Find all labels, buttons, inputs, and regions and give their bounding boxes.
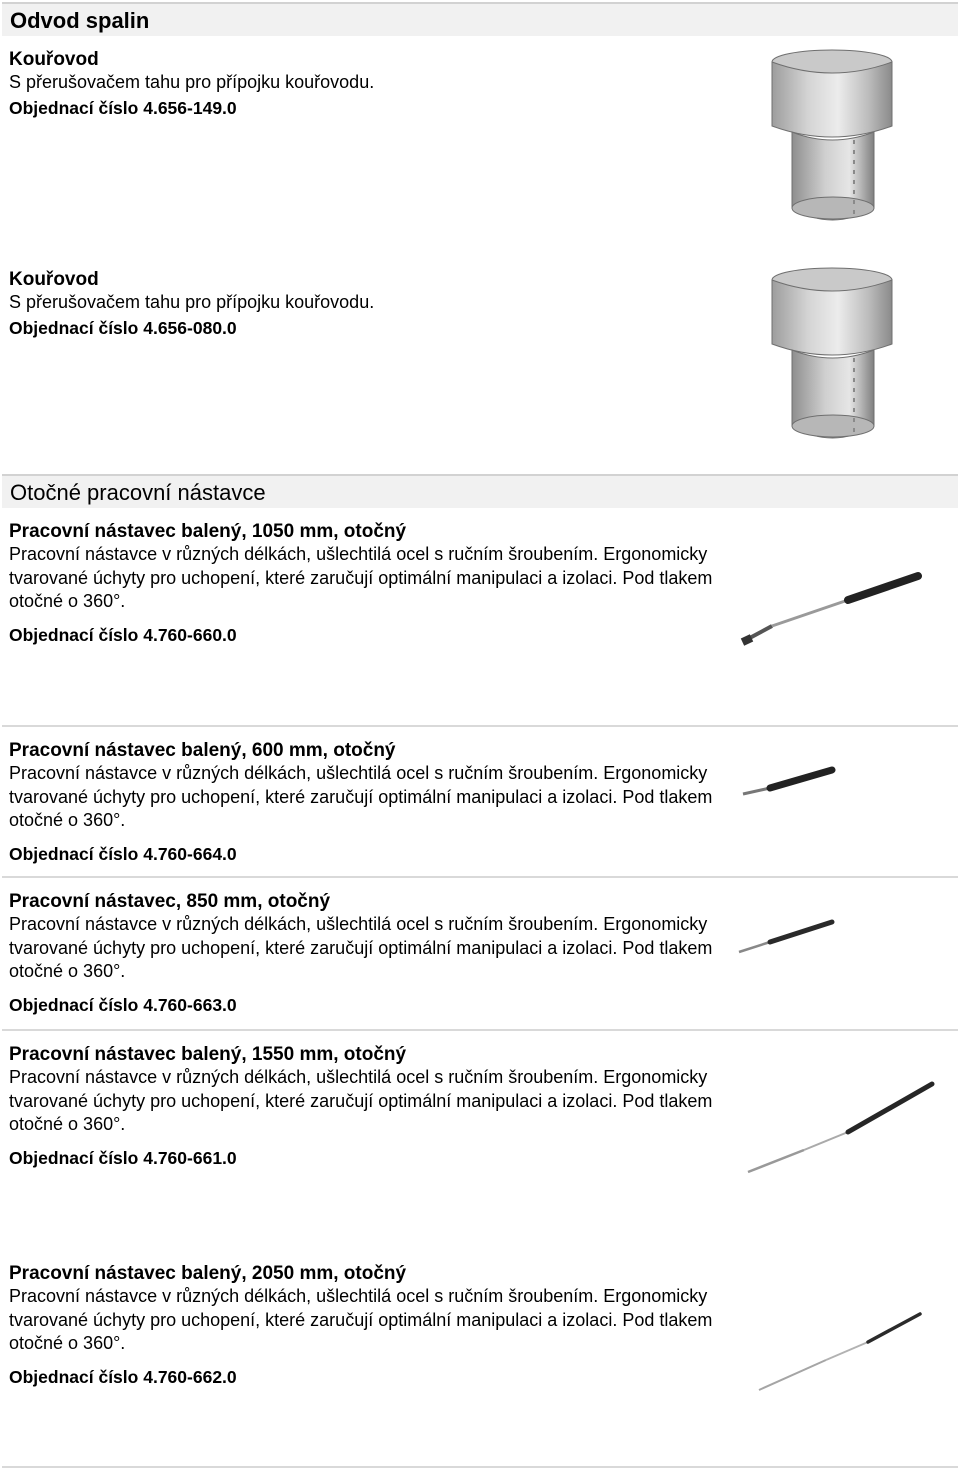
section-heading: Odvod spalin [10,8,150,33]
product-description: Pracovní nástavce v různých délkách, ušlechtilá ocel s ručním šroubením. Ergonomicky tvarované úchyty pro uchopení, které zaručují optimální manipulaci a izolaci. Pod tlakem otočné o 360°. [9,1067,713,1134]
spray-lance-image [756,1308,924,1394]
order-number: Objednací číslo 4.656-149.0 [9,97,237,118]
product-title: Pracovní nástavec balený, 1550 mm, otočný [9,1044,407,1065]
product-title: Kouřovod [9,49,99,70]
order-number: Objednací číslo 4.760-664.0 [9,843,237,864]
section-header-otocne-pracovni-nastavce [2,474,958,508]
flue-pipe-image [770,266,894,448]
product-item [9,1262,729,1388]
separator [2,1466,958,1468]
order-number: Objednací číslo 4.760-660.0 [9,624,237,645]
product-item [9,890,729,1016]
product-description: Pracovní nástavce v různých délkách, ušlechtilá ocel s ručním šroubením. Ergonomicky tvarované úchyty pro uchopení, které zaručují optimální manipulaci a izolaci. Pod tlakem otočné o 360°. [9,544,713,611]
product-item [9,520,729,646]
order-number: Objednací číslo 4.760-662.0 [9,1366,237,1387]
product-description: Pracovní nástavce v různých délkách, ušlechtilá ocel s ručním šroubením. Ergonomicky tvarované úchyty pro uchopení, které zaručují optimální manipulaci a izolaci. Pod tlakem otočné o 360°. [9,1286,713,1353]
product-item [9,268,729,339]
product-title: Pracovní nástavec balený, 2050 mm, otočný [9,1263,407,1284]
spray-lance-image [740,764,836,800]
product-description: Pracovní nástavce v různých délkách, ušlechtilá ocel s ručním šroubením. Ergonomicky tvarované úchyty pro uchopení, které zaručují optimální manipulaci a izolaci. Pod tlakem otočné o 360°. [9,914,713,981]
spray-lance-image [736,916,836,958]
spray-lance-image [744,1078,936,1178]
section-heading: Otočné pracovní nástavce [10,480,266,505]
section-header-odvod-spalin [2,2,958,36]
product-title: Pracovní nástavec, 850 mm, otočný [9,891,331,912]
product-description: Pracovní nástavce v různých délkách, ušlechtilá ocel s ručním šroubením. Ergonomicky tvarované úchyty pro uchopení, které zaručují optimální manipulaci a izolaci. Pod tlakem otočné o 360°. [9,763,713,830]
spray-lance-image [738,568,924,652]
separator [2,725,958,727]
product-description: S přerušovačem tahu pro přípojku kouřovodu. [9,292,375,312]
product-title: Kouřovod [9,269,99,290]
product-title: Pracovní nástavec balený, 1050 mm, otočný [9,521,407,542]
product-item [9,739,729,865]
product-item [9,1043,729,1169]
product-item [9,48,729,119]
order-number: Objednací číslo 4.760-663.0 [9,994,237,1015]
order-number: Objednací číslo 4.656-080.0 [9,317,237,338]
product-title: Pracovní nástavec balený, 600 mm, otočný [9,740,396,761]
product-description: S přerušovačem tahu pro přípojku kouřovodu. [9,72,375,92]
flue-pipe-image [770,48,894,230]
separator [2,876,958,878]
order-number: Objednací číslo 4.760-661.0 [9,1147,237,1168]
separator [2,1029,958,1031]
